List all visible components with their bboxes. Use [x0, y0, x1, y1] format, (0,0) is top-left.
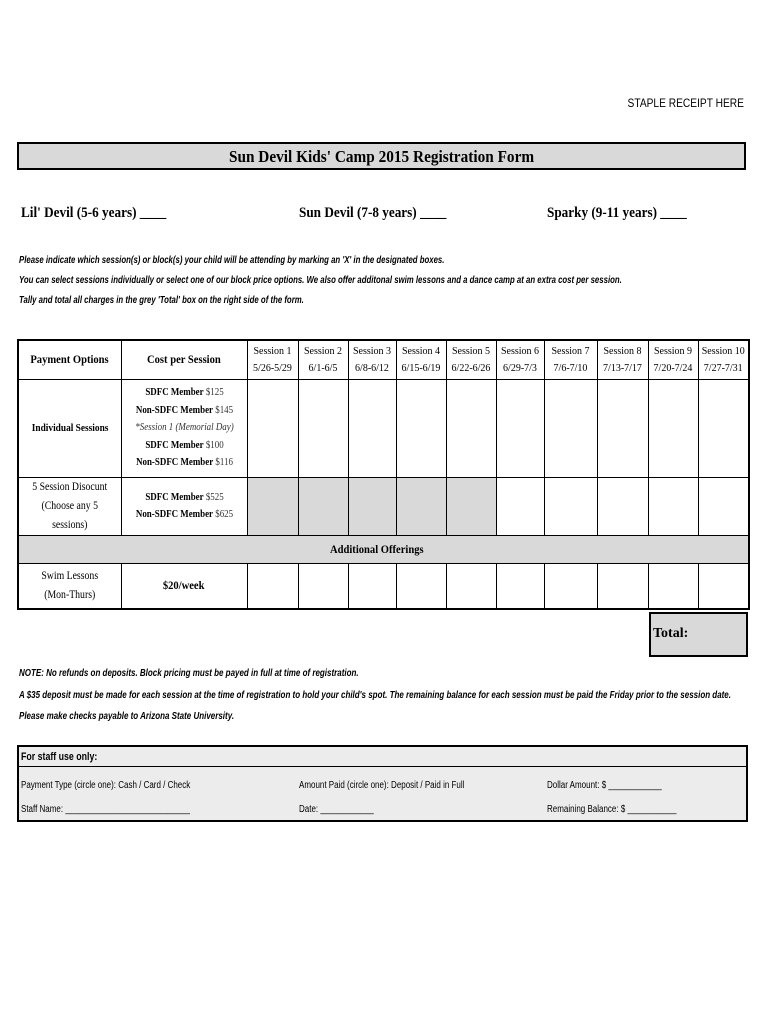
instruction-line-2: You can select sessions individually or select one of our block price options. We also offer additonal swim lessons and a dance camp at an extra cost per session. [19, 275, 622, 286]
checkbox-individual-session-6[interactable] [496, 379, 544, 477]
header-session-10: Session 10 7/27-7/31 [698, 340, 749, 379]
five-session-cell-3 [348, 477, 396, 535]
checkbox-five-session-9[interactable] [648, 477, 698, 535]
five-session-cell-5 [446, 477, 496, 535]
note-refunds: NOTE: No refunds on deposits. Block pricing must be payed in full at time of registration. [19, 668, 359, 679]
checkbox-five-session-6[interactable] [496, 477, 544, 535]
header-session-1: Session 1 5/26-5/29 [247, 340, 298, 379]
checkbox-individual-session-3[interactable] [348, 379, 396, 477]
checkbox-individual-session-7[interactable] [544, 379, 597, 477]
additional-offerings-label: Additional Offerings [18, 535, 749, 563]
checkbox-five-session-10[interactable] [698, 477, 749, 535]
staff-heading: For staff use only: [21, 751, 98, 763]
swim-lessons-price: $20/week [121, 563, 247, 609]
header-session-3: Session 3 6/8-6/12 [348, 340, 396, 379]
staff-name-field[interactable]: Staff Name: ____________________________ [21, 804, 190, 815]
checkbox-individual-session-8[interactable] [597, 379, 648, 477]
header-payment-options: Payment Options [18, 340, 121, 379]
form-title: Sun Devil Kids' Camp 2015 Registration Form [228, 147, 535, 166]
checkbox-swim-session-1[interactable] [247, 563, 298, 609]
instruction-line-3: Tally and total all charges in the grey 'Total' box on the right side of the form. [19, 295, 304, 306]
header-session-7: Session 7 7/6-7/10 [544, 340, 597, 379]
staff-use-section [17, 745, 748, 822]
checkbox-swim-session-7[interactable] [544, 563, 597, 609]
checkbox-swim-session-3[interactable] [348, 563, 396, 609]
dollar-amount-field[interactable]: Dollar Amount: $ ____________ [547, 780, 662, 791]
checkbox-swim-session-5[interactable] [446, 563, 496, 609]
five-session-cell-4 [396, 477, 446, 535]
individual-sessions-row [18, 379, 749, 477]
header-session-4: Session 4 6/15-6/19 [396, 340, 446, 379]
header-session-5: Session 5 6/22-6/26 [446, 340, 496, 379]
five-session-cell-1 [247, 477, 298, 535]
table-header-row [18, 340, 749, 379]
age-group-sun-devil[interactable]: Sun Devil (7-8 years) ____ [299, 205, 447, 221]
five-session-label: 5 Session Disocunt (Choose any 5 sessions) [18, 477, 121, 535]
payment-type-field[interactable]: Payment Type (circle one): Cash / Card / Check [21, 780, 191, 791]
checkbox-swim-session-8[interactable] [597, 563, 648, 609]
note-deposit: A $35 deposit must be made for each session at the time of registration to hold your child's spot. The remaining balance for each session must be paid the Friday prior to the session date. [19, 690, 731, 701]
checkbox-swim-session-9[interactable] [648, 563, 698, 609]
age-group-sparky[interactable]: Sparky (9-11 years) ____ [547, 205, 687, 221]
checkbox-five-session-8[interactable] [597, 477, 648, 535]
individual-sessions-label: Individual Sessions [18, 379, 121, 477]
header-session-9: Session 9 7/20-7/24 [648, 340, 698, 379]
checkbox-five-session-7[interactable] [544, 477, 597, 535]
age-group-lil-devil[interactable]: Lil' Devil (5-6 years) ____ [21, 205, 167, 221]
note-checks: Please make checks payable to Arizona State University. [19, 711, 235, 722]
checkbox-individual-session-5[interactable] [446, 379, 496, 477]
header-cost-per-session: Cost per Session [121, 340, 247, 379]
amount-paid-field[interactable]: Amount Paid (circle one): Deposit / Paid in Full [299, 780, 465, 791]
five-session-cell-2 [298, 477, 348, 535]
checkbox-individual-session-1[interactable] [247, 379, 298, 477]
individual-sessions-prices: SDFC Member $125 Non-SDFC Member $145 *Session 1 (Memorial Day) SDFC Member $100 Non-SDFC Member $116 [121, 379, 247, 477]
checkbox-individual-session-10[interactable] [698, 379, 749, 477]
session-table [17, 339, 750, 610]
swim-lessons-label: Swim Lessons (Mon-Thurs) [18, 563, 121, 609]
total-box[interactable] [649, 612, 748, 657]
staple-receipt-label: STAPLE RECEIPT HERE [627, 96, 744, 110]
header-session-2: Session 2 6/1-6/5 [298, 340, 348, 379]
header-session-8: Session 8 7/13-7/17 [597, 340, 648, 379]
additional-offerings-row [18, 535, 749, 563]
header-session-6: Session 6 6/29-7/3 [496, 340, 544, 379]
checkbox-swim-session-4[interactable] [396, 563, 446, 609]
checkbox-swim-session-2[interactable] [298, 563, 348, 609]
instruction-line-1: Please indicate which session(s) or block(s) your child will be attending by marking an 'X' in the designated boxes. [19, 255, 445, 266]
checkbox-swim-session-6[interactable] [496, 563, 544, 609]
staff-heading-row [19, 747, 746, 767]
remaining-balance-field[interactable]: Remaining Balance: $ ___________ [547, 804, 677, 815]
five-session-row [18, 477, 749, 535]
five-session-prices: SDFC Member $525 Non-SDFC Member $625 [121, 477, 247, 535]
date-field[interactable]: Date: ____________ [299, 804, 374, 815]
checkbox-swim-session-10[interactable] [698, 563, 749, 609]
total-label: Total: [653, 626, 689, 641]
form-title-bar [17, 142, 746, 170]
checkbox-individual-session-4[interactable] [396, 379, 446, 477]
checkbox-individual-session-2[interactable] [298, 379, 348, 477]
checkbox-individual-session-9[interactable] [648, 379, 698, 477]
swim-lessons-row [18, 563, 749, 609]
